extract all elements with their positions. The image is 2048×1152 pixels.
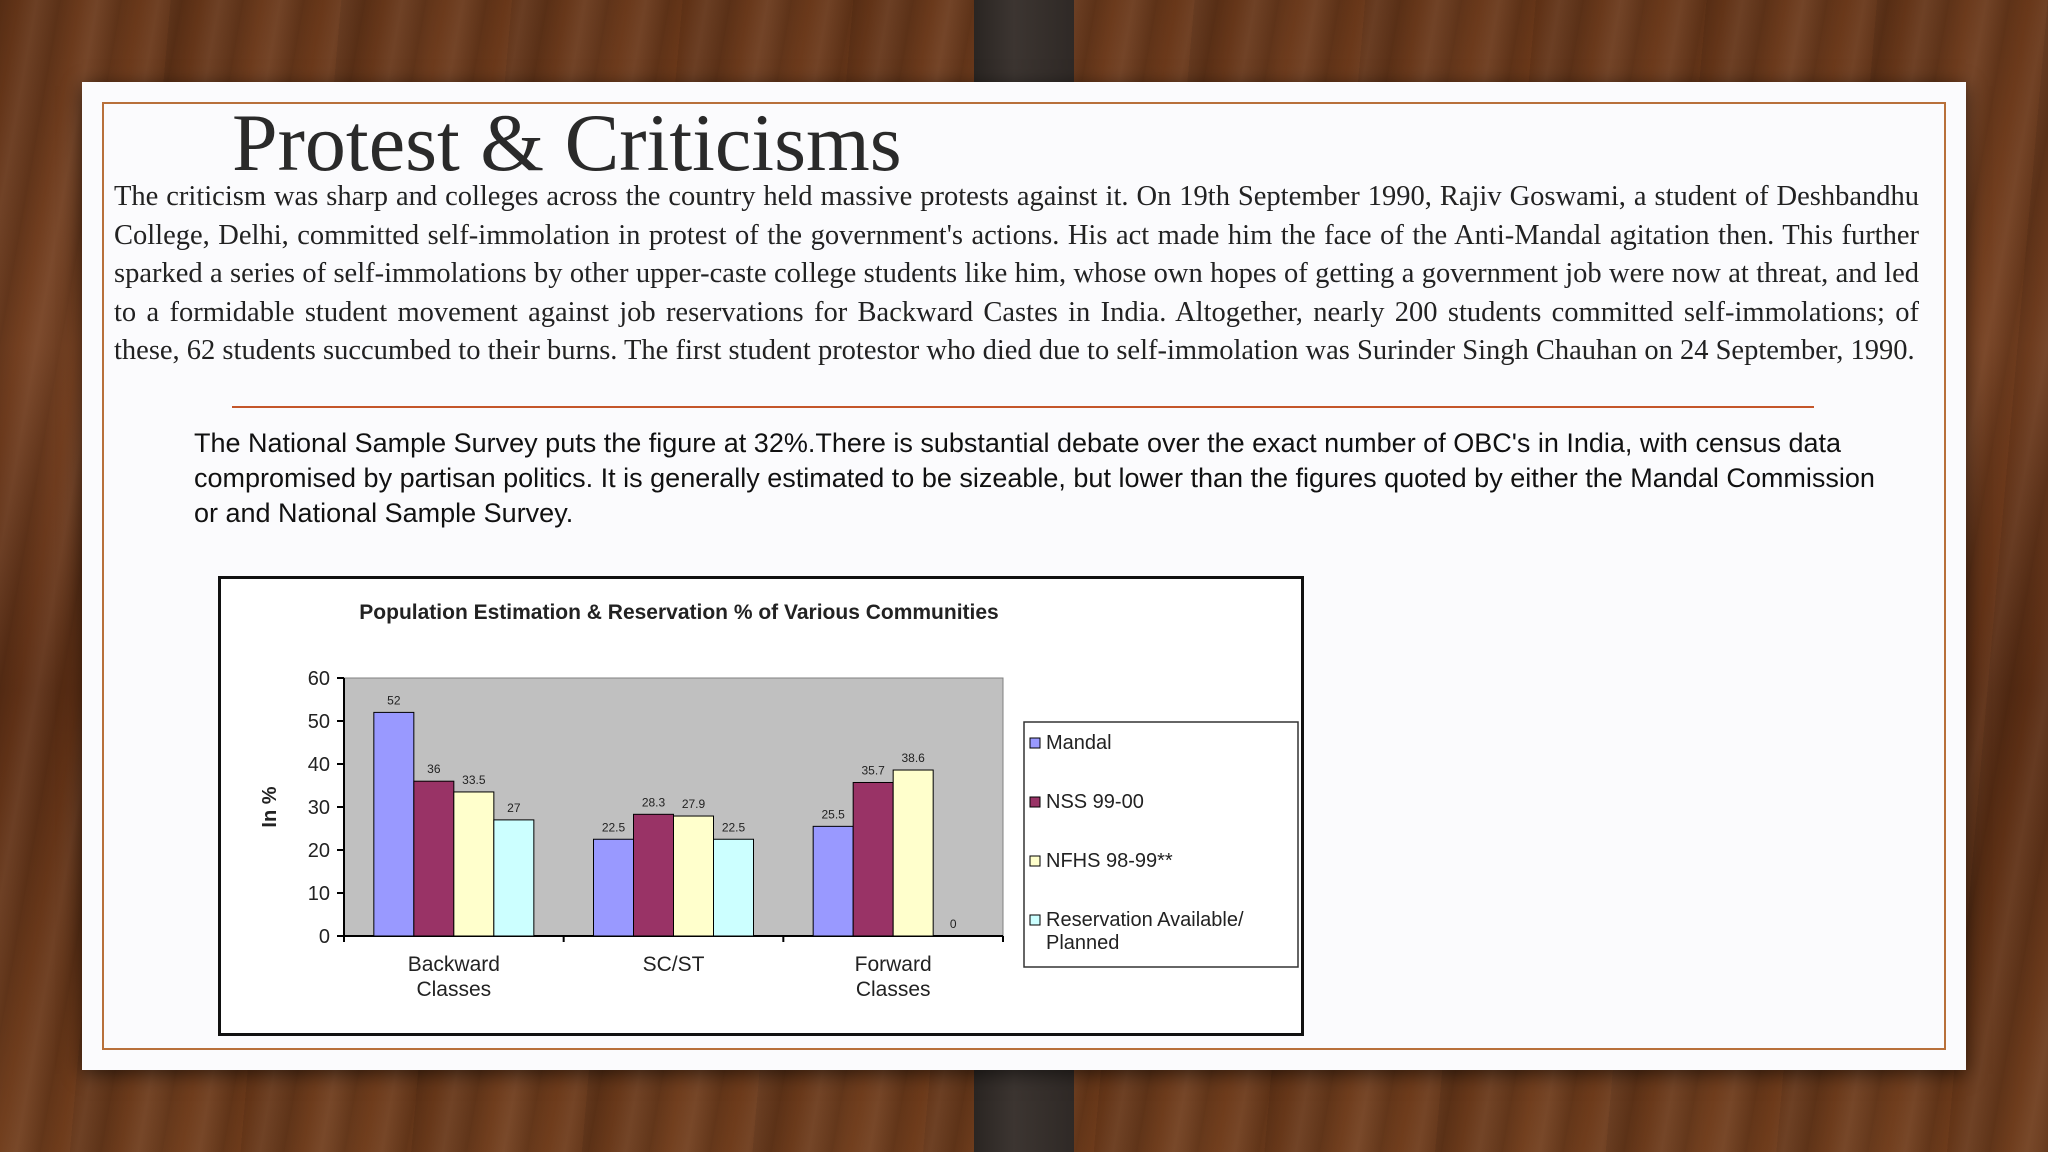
bar	[374, 712, 414, 936]
y-tick-label: 10	[307, 883, 330, 905]
y-tick-label: 0	[318, 926, 330, 948]
data-label: 38.6	[901, 751, 925, 766]
legend-label: NSS 99-00	[1046, 791, 1144, 813]
data-label: 27	[507, 800, 521, 815]
legend-swatch	[1030, 856, 1040, 866]
bar	[714, 839, 754, 936]
data-label: 27.9	[681, 797, 706, 812]
bar	[893, 770, 933, 936]
chart-container	[218, 576, 1304, 1036]
chart-title: Population Estimation & Reservation % of Various Communities	[359, 601, 999, 624]
legend-swatch	[1030, 738, 1040, 748]
bar	[674, 816, 714, 936]
slide-title: Protest & Criticisms	[232, 97, 902, 188]
bar	[454, 792, 494, 936]
x-tick-label: Classes	[416, 978, 492, 1001]
data-label: 22.5	[721, 820, 746, 835]
legend-label: NFHS 98-99**	[1046, 850, 1173, 872]
y-tick-label: 20	[307, 840, 330, 862]
data-label: 36	[427, 762, 441, 777]
x-tick-label: Forward	[854, 953, 932, 976]
x-tick-label: Classes	[855, 978, 931, 1001]
data-label: 35.7	[861, 763, 885, 778]
data-label: 28.3	[641, 795, 666, 810]
legend-swatch	[1030, 797, 1040, 807]
legend-label: Mandal	[1046, 732, 1112, 754]
data-label: 22.5	[601, 820, 626, 835]
x-tick-label: Backward	[407, 953, 500, 976]
legend-label: Reservation Available/	[1046, 909, 1244, 931]
y-tick-label: 50	[307, 711, 330, 733]
data-label: 25.5	[821, 807, 845, 822]
data-label: 33.5	[462, 772, 486, 787]
data-label: 0	[949, 917, 957, 931]
y-tick-label: 30	[307, 797, 330, 819]
bar	[594, 839, 634, 936]
y-tick-label: 60	[307, 668, 330, 690]
bar	[414, 781, 454, 936]
bar	[813, 826, 853, 936]
bar	[853, 782, 893, 936]
y-tick-label: 40	[307, 754, 330, 776]
divider-line	[232, 406, 1814, 408]
survey-paragraph: The National Sample Survey puts the figure at 32%.There is substantial debate over the exact number of OBC's in India, with census data compromised by partisan politics. It is generally estimated to be sizeable, but lower than the figures quoted by either the Mandal Commission or and National Sample Survey.	[194, 428, 1875, 528]
y-axis-label: In %	[259, 786, 281, 828]
data-label: 52	[387, 693, 401, 708]
bar	[634, 814, 674, 936]
bar-chart	[221, 579, 1301, 1033]
body-paragraph: The criticism was sharp and colleges across the country held massive protests against it. On 19th September 1990, Rajiv Goswami, a student of Deshbandhu College, Delhi, committed self-immolation in protest of the government's actions. His act made him the face of the Anti-Mandal agitation then. This further sparked a series of self-immolations by other upper-caste college students like him, whose own hopes of getting a government job were now at threat, and led to a formidable student movement against job reservations for Backward Castes in India. Altogether, nearly 200 students committed self-immolations; of these, 62 students succumbed to their burns. The first student protestor who died due to self-immolation was Surinder Singh Chauhan on 24 September, 1990.	[114, 181, 1919, 366]
bar	[494, 820, 534, 936]
x-tick-label: SC/ST	[642, 953, 705, 976]
legend-swatch	[1030, 915, 1040, 925]
legend-label: Planned	[1046, 932, 1120, 954]
slide	[82, 82, 1966, 1070]
